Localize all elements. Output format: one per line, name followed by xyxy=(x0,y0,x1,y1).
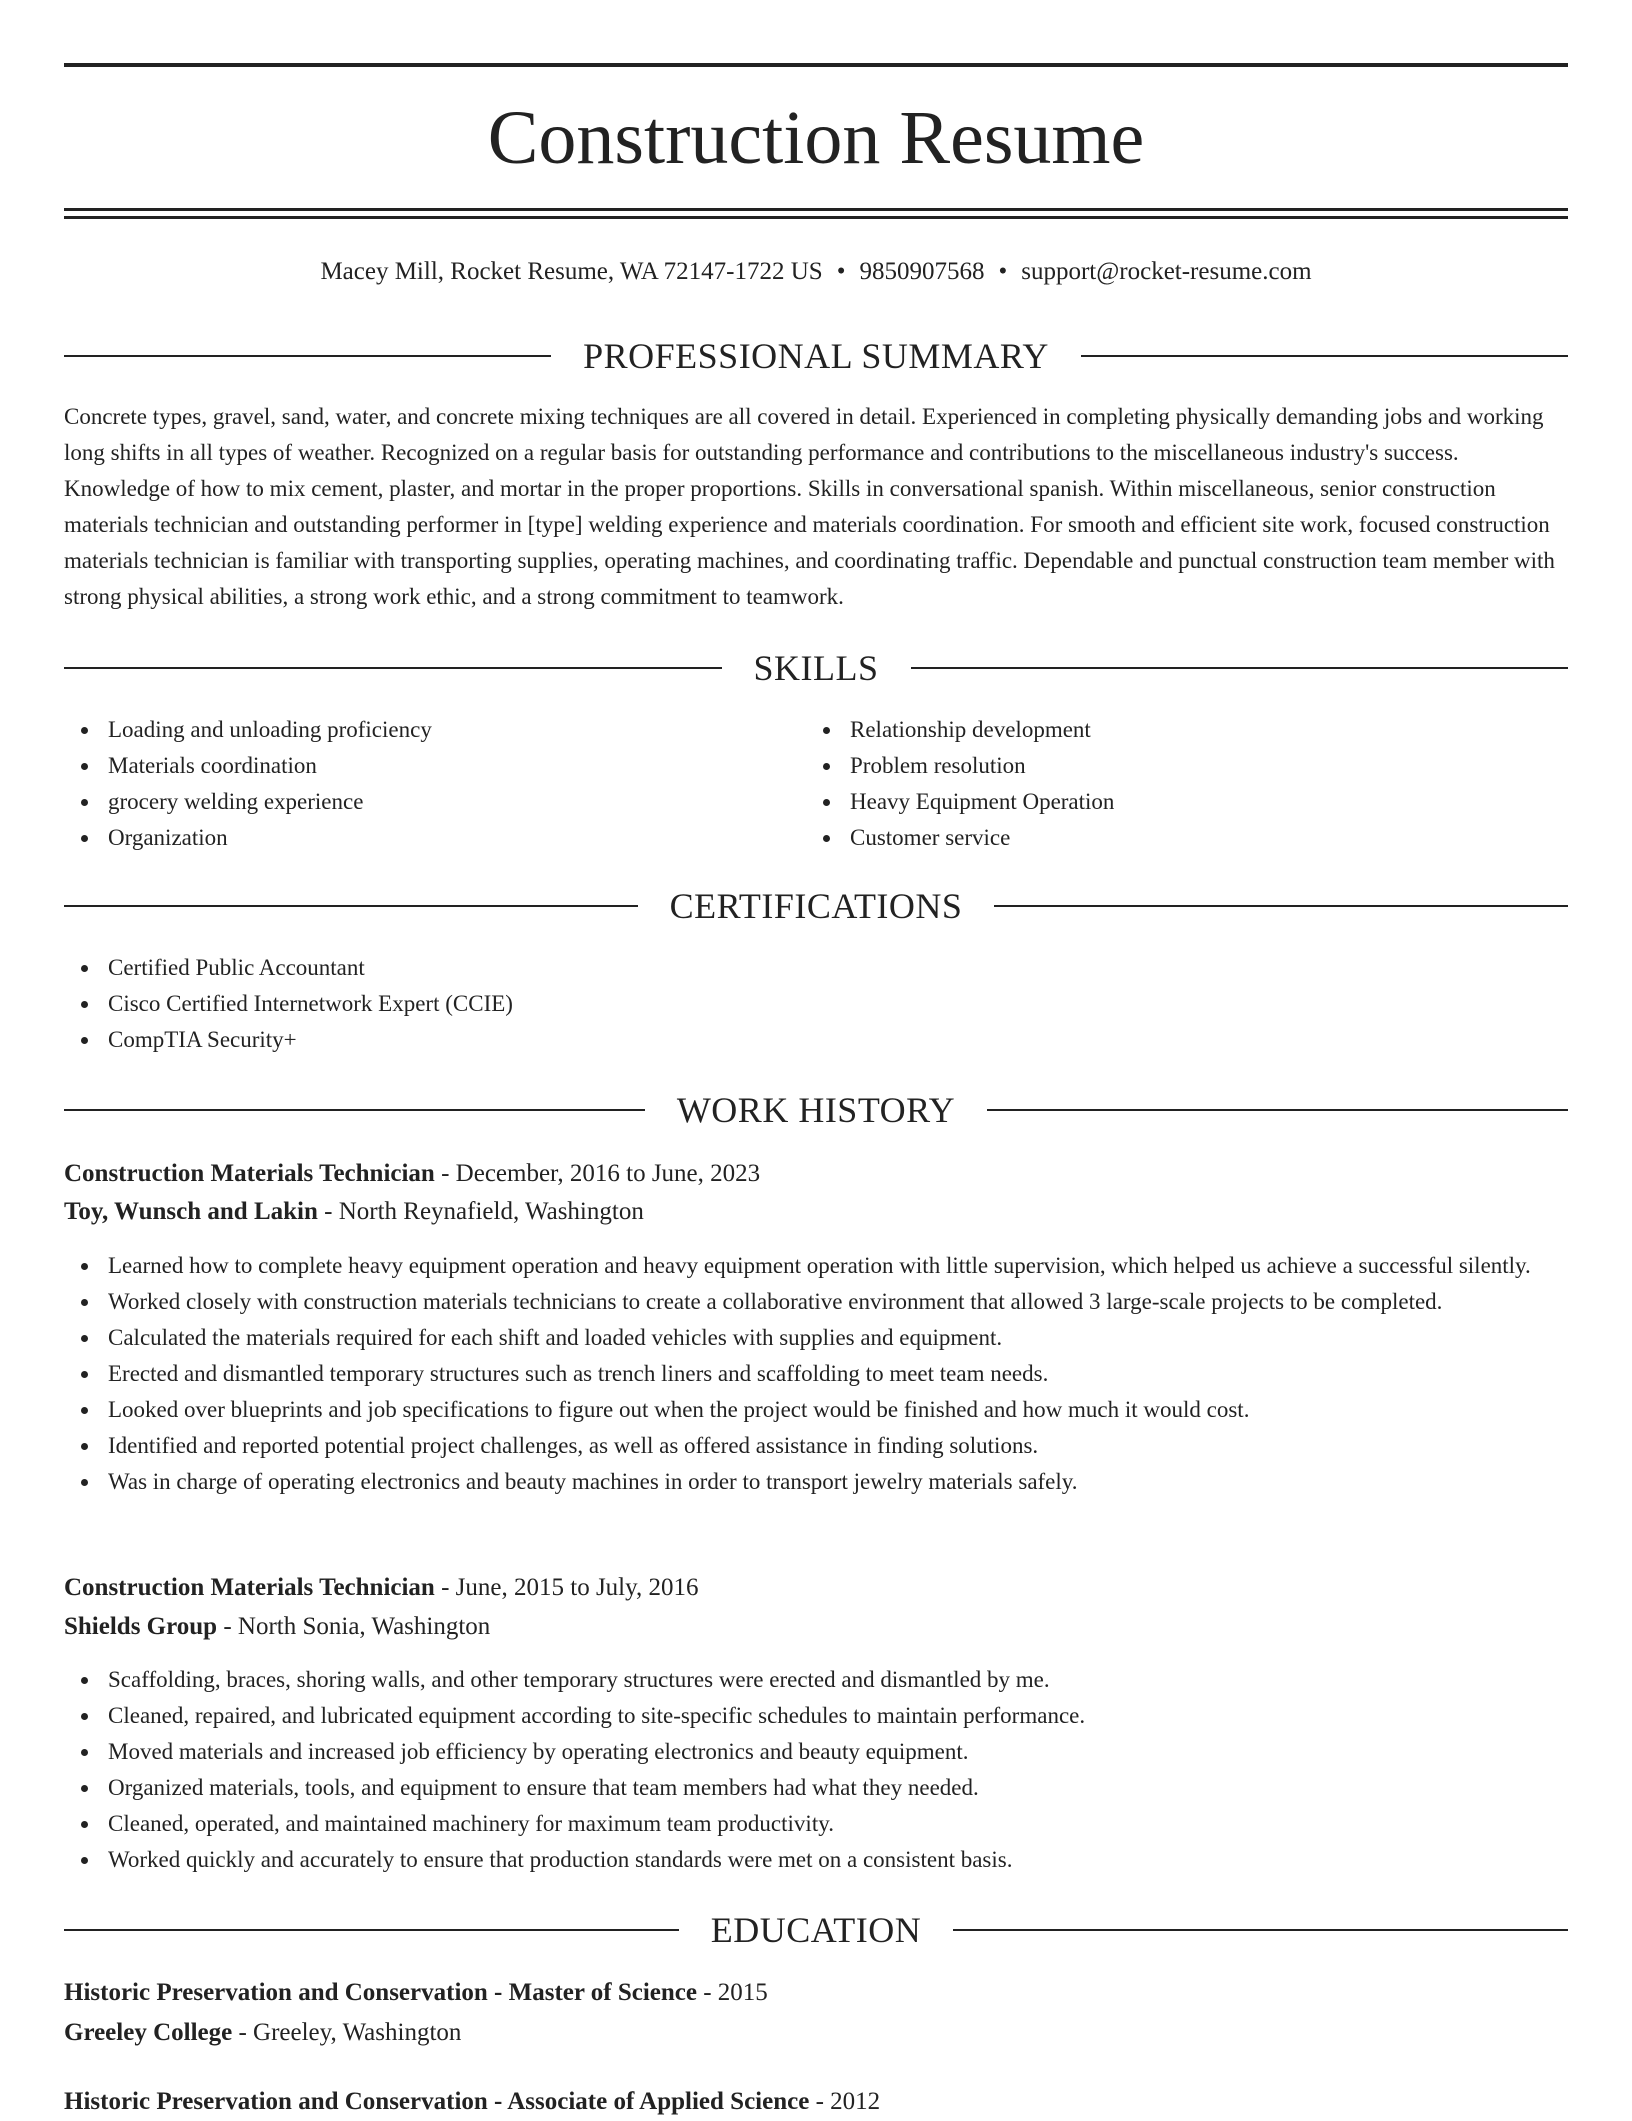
skills-list-left xyxy=(64,712,804,856)
education-location: - Greeley, Washington xyxy=(232,2019,462,2046)
job-duty-item: Was in charge of operating electronics and beauty machines in order to transport jewelry materials safely. xyxy=(64,1464,1568,1500)
section-heading-skills xyxy=(64,644,1568,692)
skill-item: Organization xyxy=(64,820,804,856)
heading-rule-right xyxy=(953,1929,1568,1931)
resume-title: Construction Resume xyxy=(487,96,1145,180)
education-school: Greeley College xyxy=(64,2019,233,2046)
heading-rule-left xyxy=(64,355,551,357)
contact-separator: • xyxy=(998,258,1008,285)
education-degree-line xyxy=(64,1974,1568,2012)
job-duty-item: Organized materials, tools, and equipment to ensure that team members had what they needed. xyxy=(64,1770,1568,1806)
job-dates: - December, 2016 to June, 2023 xyxy=(434,1160,761,1187)
job-duty-item: Cleaned, repaired, and lubricated equipment according to site-specific schedules to maintain performance. xyxy=(64,1698,1568,1734)
contact-address: Macey Mill, Rocket Resume, WA 72147-1722 US xyxy=(320,258,823,285)
section-heading-label: CERTIFICATIONS xyxy=(669,886,963,926)
job-duty-item: Scaffolding, braces, shoring walls, and other temporary structures were erected and dismantled by me. xyxy=(64,1662,1568,1698)
heading-rule-left xyxy=(64,1929,679,1931)
title-top-rule xyxy=(64,63,1568,67)
heading-rule-right xyxy=(987,1109,1568,1111)
section-heading-summary xyxy=(64,332,1568,380)
job-company: Shields Group xyxy=(64,1613,218,1640)
title-bottom-rule-2 xyxy=(64,216,1568,219)
job-title: Construction Materials Technician xyxy=(64,1160,435,1187)
section-heading-label: PROFESSIONAL SUMMARY xyxy=(583,336,1049,376)
summary-text: Concrete types, gravel, sand, water, and concrete mixing techniques are all covered in detail. Experienced in completing physically demanding jobs and working long shifts in all types of weather. Recognized on a regular basis for outstanding performance and contributions to the miscellaneous industry's success. Knowledge of how to mix cement, plaster, and mortar in the proper proportions. Skills in conversational spanish. Within miscellaneous, senior construction materials technician and outstanding performer in [type] welding experience and materials coordination. For smooth and efficient site work, focused construction materials technician is familiar with transporting supplies, operating machines, and coordinating traffic. Dependable and punctual construction team member with strong physical abilities, a strong work ethic, and a strong commitment to teamwork. xyxy=(64,404,1555,609)
job-duty-item: Identified and reported potential project challenges, as well as offered assistance in finding solutions. xyxy=(64,1428,1568,1464)
skill-item: grocery welding experience xyxy=(64,784,804,820)
job-company-line xyxy=(64,1608,1568,1646)
skill-item: Problem resolution xyxy=(806,748,1568,784)
contact-separator: • xyxy=(836,258,846,285)
skill-item: Loading and unloading proficiency xyxy=(64,712,804,748)
heading-rule-right xyxy=(911,667,1569,669)
job-title: Construction Materials Technician xyxy=(64,1574,435,1601)
section-heading-label: EDUCATION xyxy=(710,1910,922,1950)
heading-rule-right xyxy=(994,905,1568,907)
education-degree-line xyxy=(64,2083,1568,2121)
heading-rule-right xyxy=(1081,355,1568,357)
skill-item: Relationship development xyxy=(806,712,1568,748)
contact-phone: 9850907568 xyxy=(859,258,985,285)
job-duty-item: Worked closely with construction materials technicians to create a collaborative environment that allowed 3 large-scale projects to be completed. xyxy=(64,1284,1568,1320)
job-duty-item: Looked over blueprints and job specifications to figure out when the project would be finished and how much it would cost. xyxy=(64,1392,1568,1428)
job-title-line xyxy=(64,1155,1568,1193)
contact-line xyxy=(64,252,1568,292)
job-duty-item: Erected and dismantled temporary structures such as trench liners and scaffolding to meet team needs. xyxy=(64,1356,1568,1392)
job-duty-item: Worked quickly and accurately to ensure that production standards were met on a consistent basis. xyxy=(64,1842,1568,1878)
education-degree: Historic Preservation and Conservation - Master of Science xyxy=(64,1979,697,2006)
certification-item: CompTIA Security+ xyxy=(64,1022,1568,1058)
contact-email: support@rocket-resume.com xyxy=(1021,258,1312,285)
certifications-list xyxy=(64,950,1568,1058)
skills-list-right xyxy=(806,712,1568,856)
skill-item: Customer service xyxy=(806,820,1568,856)
section-heading-label: WORK HISTORY xyxy=(676,1090,956,1130)
job-duty-item: Cleaned, operated, and maintained machinery for maximum team productivity. xyxy=(64,1806,1568,1842)
job-title-line xyxy=(64,1569,1568,1607)
job-dates: - June, 2015 to July, 2016 xyxy=(434,1574,699,1601)
certification-item: Certified Public Accountant xyxy=(64,950,1568,986)
heading-rule-left xyxy=(64,667,722,669)
section-heading-certifications xyxy=(64,882,1568,930)
job-location: - North Reynafield, Washington xyxy=(317,1198,644,1225)
job-company: Toy, Wunsch and Lakin xyxy=(64,1198,318,1225)
job-company-line xyxy=(64,1193,1568,1231)
certification-item: Cisco Certified Internetwork Expert (CCIE) xyxy=(64,986,1568,1022)
education-school-line xyxy=(64,2014,1568,2052)
job-duty-item: Learned how to complete heavy equipment operation and heavy equipment operation with little supervision, which helped us achieve a successful silently. xyxy=(64,1248,1568,1284)
heading-rule-left xyxy=(64,905,638,907)
skill-item: Heavy Equipment Operation xyxy=(806,784,1568,820)
education-year: - 2012 xyxy=(809,2088,881,2115)
job-duty-item: Moved materials and increased job efficiency by operating electronics and beauty equipment. xyxy=(64,1734,1568,1770)
job-location: - North Sonia, Washington xyxy=(217,1613,491,1640)
title-bottom-rule-1 xyxy=(64,208,1568,211)
job-duty-item: Calculated the materials required for each shift and loaded vehicles with supplies and equipment. xyxy=(64,1320,1568,1356)
section-heading-label: SKILLS xyxy=(753,648,879,688)
job-duties-list xyxy=(64,1662,1568,1878)
heading-rule-left xyxy=(64,1109,645,1111)
section-heading-work-history xyxy=(64,1086,1568,1134)
job-duties-list xyxy=(64,1248,1568,1500)
skill-item: Materials coordination xyxy=(64,748,804,784)
education-year: - 2015 xyxy=(696,1979,768,2006)
education-degree: Historic Preservation and Conservation - Associate of Applied Science xyxy=(64,2088,810,2115)
section-heading-education xyxy=(64,1906,1568,1954)
